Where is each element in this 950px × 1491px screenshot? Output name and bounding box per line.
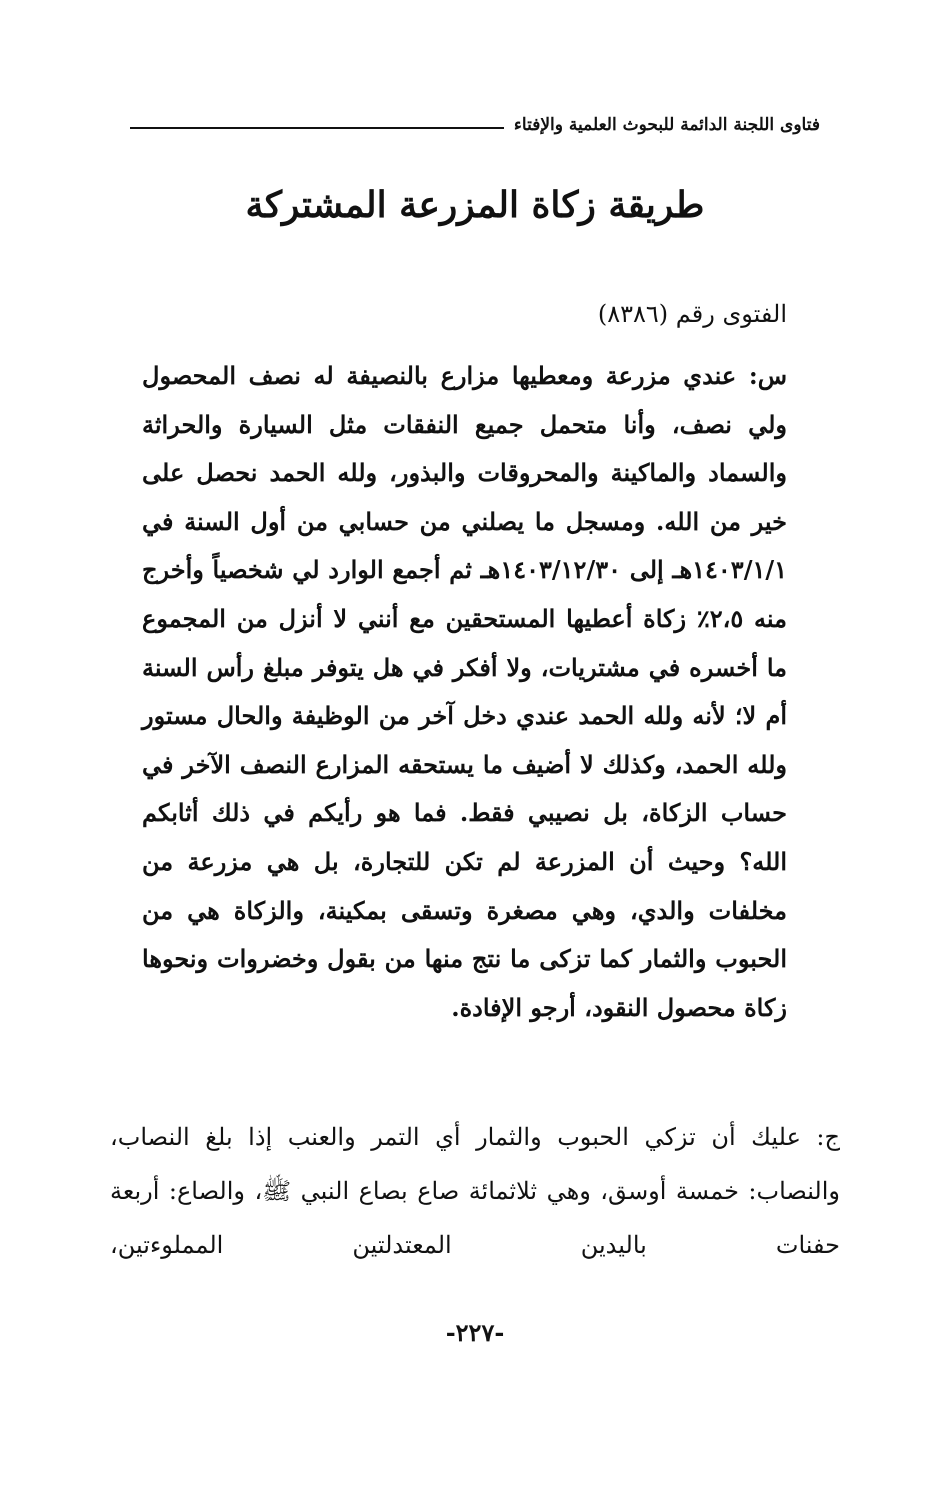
answer-paragraph: ج: عليك أن تزكي الحبوب والثمار أي التمر والعنب إذا بلغ النصاب، والنصاب: خمسة أوسق، وهي ثلاثمائة صاع بصاع النبي ﷺ، والصاع: أربعة حفنات باليدين المعتدلتين المملوءتين، <box>110 1123 841 1259</box>
question-paragraph: س: عندي مزرعة ومعطيها مزارع بالنصيفة له نصف المحصول ولي نصف، وأنا متحمل جميع النفقات مثل السيارة والحراثة والسماد والماكينة والمحروقات والبذور، ولله الحمد نحصل على خير من الله. ومسجل ما يصلني من حسابي من أول السنة في ١٤٠٣/١/١هـ إلى ١٤٠٣/١٢/٣٠هـ ثم أجمع الوارد لي شخصياً وأخرج منه ٢،٥٪ زكاة أعطيها المستحقين مع أنني لا أنزل من المجموع ما أخسره في مشتريات، ولا أفكر في هل يتوفر مبلغ رأس السنة أم لا؛ لأنه ولله الحمد عندي دخل آخر من الوظيفة والحال مستور ولله الحمد، وكذلك لا أضيف ما يستحقه المزارع النصف الآخر في حساب الزكاة، بل نصيبي فقط. فما هو رأيكم في ذلك أثابكم الله؟ وحيث أن المزرعة لم تكن للتجارة، بل هي مزرعة من مخلفات والدي، وهي مصغرة وتسقى بمكينة، والزكاة هي من الحبوب والثمار كما تزكى ما نتج منها من بقول وخضروات ونحوها زكاة محصول النقود، أرجو الإفادة. <box>142 361 787 1022</box>
running-header-title: فتاوى اللجنة الدائمة للبحوث العلمية والإفتاء <box>513 115 820 135</box>
fatwa-number: الفتوى رقم (٨٣٨٦) <box>597 300 787 328</box>
page-number: -٢٢٧- <box>445 1318 505 1347</box>
fatwa-title: طريقة زكاة المزرعة المشتركة <box>245 184 705 226</box>
running-header <box>130 108 820 142</box>
header-rule <box>130 127 504 129</box>
